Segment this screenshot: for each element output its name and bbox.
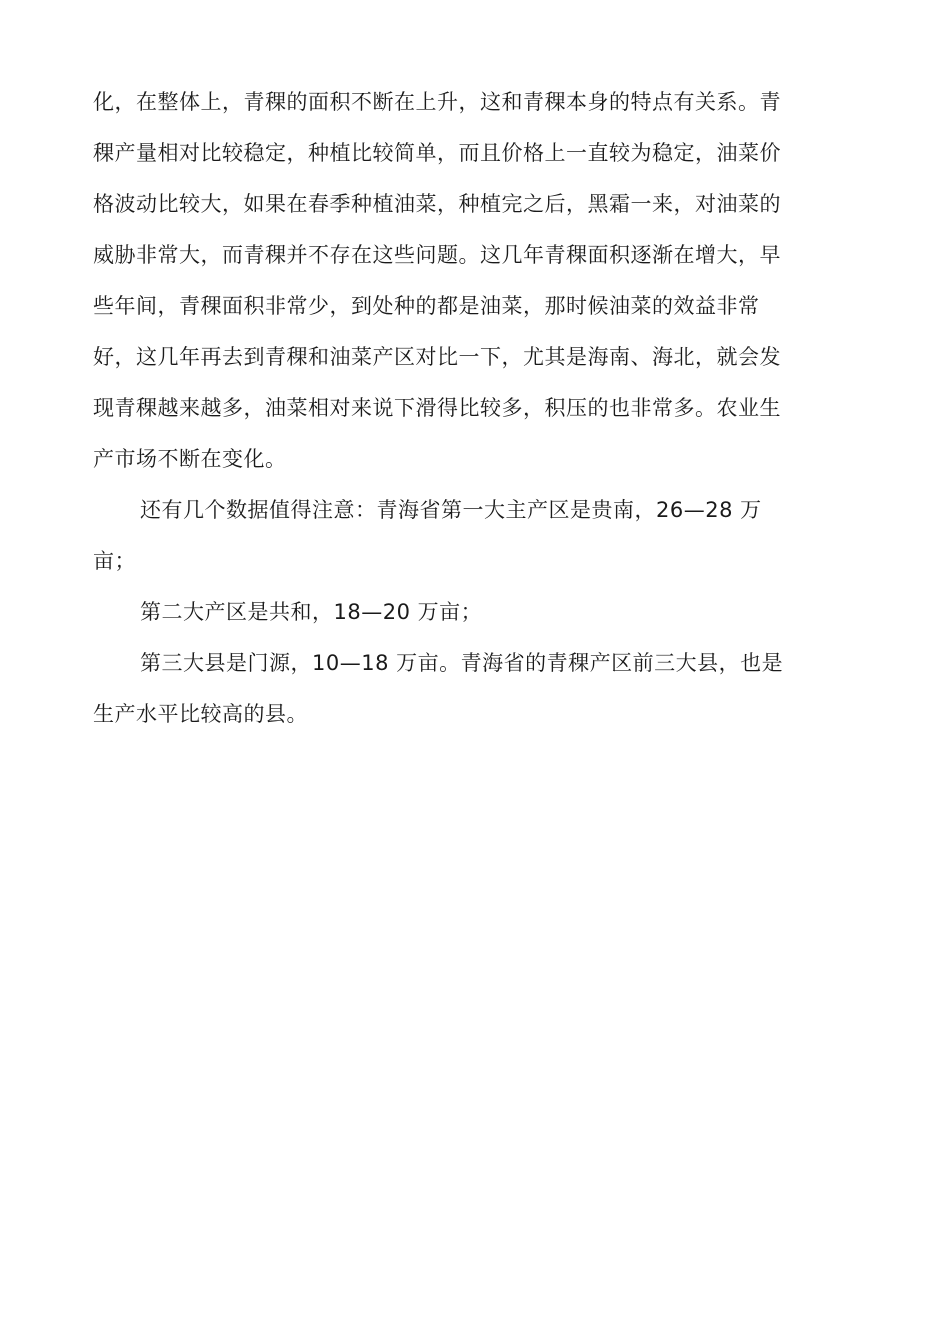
paragraph-line-indented: 还有几个数据值得注意：青海省第一大主产区是贵南，26—28 万 bbox=[140, 498, 762, 522]
paragraph-line: 现青稞越来越多，油菜相对来说下滑得比较多，积压的也非常多。农业生 bbox=[93, 396, 781, 420]
paragraph-line: 格波动比较大，如果在春季种植油菜，种植完之后，黑霜一来，对油菜的 bbox=[93, 192, 781, 216]
document-body bbox=[93, 77, 859, 740]
paragraph-line-indented: 第二大产区是共和，18—20 万亩； bbox=[140, 600, 483, 624]
paragraph-line: 威胁非常大，而青稞并不存在这些问题。这几年青稞面积逐渐在增大，早 bbox=[93, 243, 781, 267]
paragraph-line-indented: 第三大县是门源，10—18 万亩。青海省的青稞产区前三大县，也是 bbox=[140, 651, 784, 675]
paragraph-line: 亩； bbox=[93, 549, 136, 573]
paragraph-line: 化，在整体上，青稞的面积不断在上升，这和青稞本身的特点有关系。青 bbox=[93, 90, 781, 114]
paragraph-line: 些年间，青稞面积非常少，到处种的都是油菜，那时候油菜的效益非常 bbox=[93, 294, 760, 318]
paragraph-line: 好，这几年再去到青稞和油菜产区对比一下，尤其是海南、海北，就会发 bbox=[93, 345, 781, 369]
paragraph-line: 稞产量相对比较稳定，种植比较简单，而且价格上一直较为稳定，油菜价 bbox=[93, 141, 781, 165]
paragraph-line: 产市场不断在变化。 bbox=[93, 447, 287, 471]
paragraph-line: 生产水平比较高的县。 bbox=[93, 702, 308, 726]
